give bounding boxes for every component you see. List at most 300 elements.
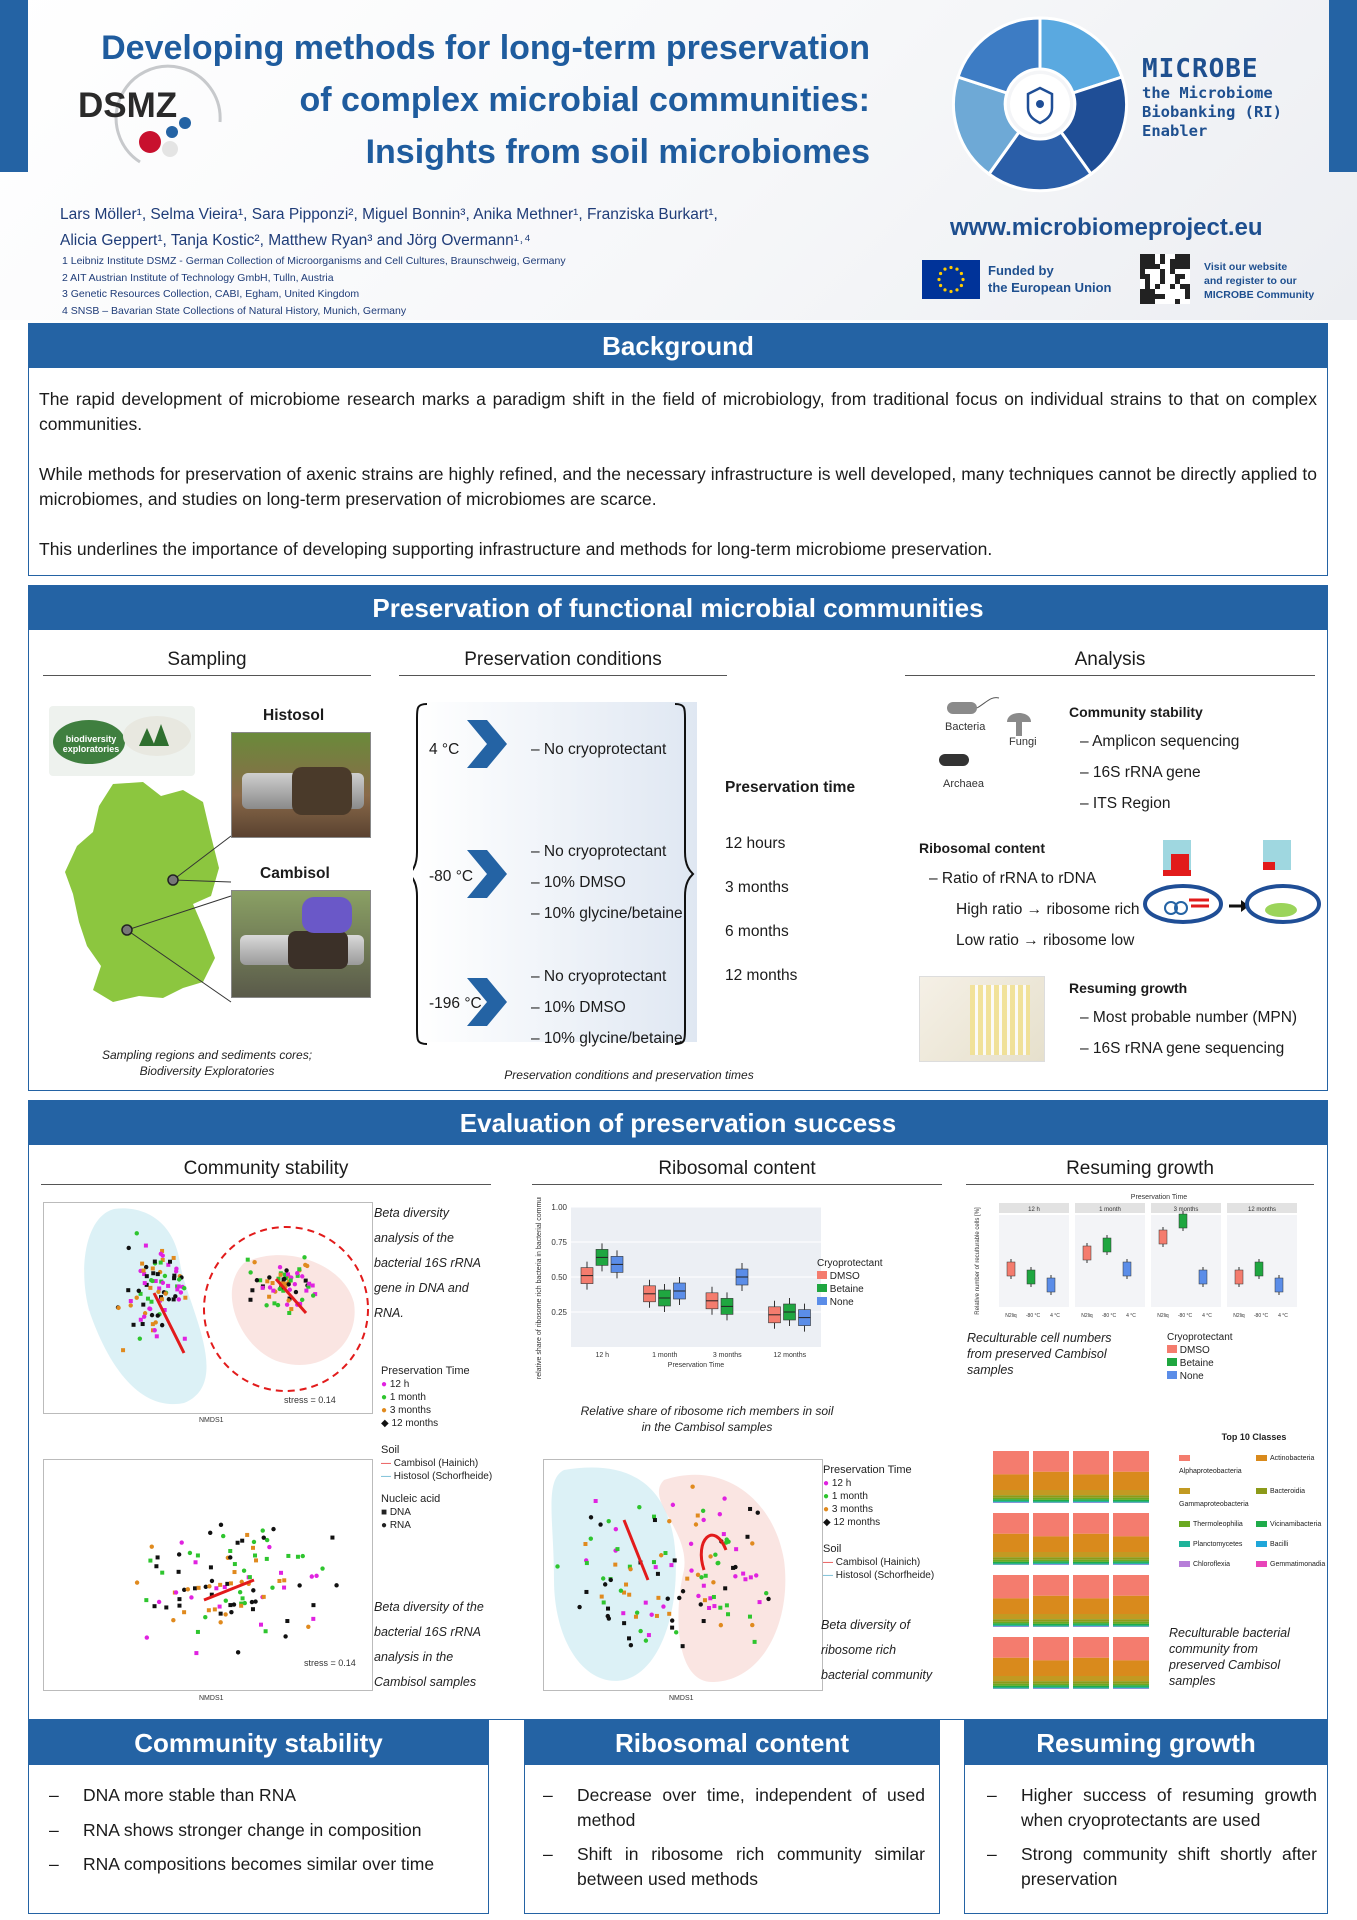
nmds-point bbox=[252, 1260, 256, 1264]
nmds-point bbox=[251, 1588, 255, 1592]
qr-module bbox=[1170, 284, 1175, 289]
stack-segment bbox=[1033, 1660, 1069, 1676]
qr-code-icon[interactable] bbox=[1140, 254, 1190, 304]
nmds-point bbox=[163, 1274, 167, 1278]
nmds-point bbox=[279, 1273, 283, 1277]
germany-map bbox=[43, 776, 233, 1016]
qr-module bbox=[1185, 259, 1190, 264]
stack-segment bbox=[1073, 1451, 1109, 1474]
nmds-point bbox=[132, 1323, 136, 1327]
preservation-time-title: Preservation time bbox=[725, 779, 856, 796]
nmds-point bbox=[267, 1545, 271, 1549]
nmds-point bbox=[701, 1518, 705, 1522]
qr-module bbox=[1185, 264, 1190, 269]
nmds-point bbox=[250, 1288, 254, 1292]
nmds-point bbox=[160, 1571, 164, 1575]
nmds-point bbox=[702, 1619, 706, 1623]
nmds-point bbox=[242, 1569, 246, 1573]
nmds-point bbox=[262, 1595, 266, 1599]
legend2-1m: ● 1 month bbox=[823, 1491, 868, 1502]
stack-segment bbox=[993, 1623, 1029, 1625]
nmds-point bbox=[168, 1260, 172, 1264]
cs-item-3: – ITS Region bbox=[1080, 795, 1171, 812]
stack-segment bbox=[993, 1637, 1029, 1658]
biodiversity-exploratories-logo bbox=[49, 706, 195, 776]
nmds-point bbox=[297, 1583, 301, 1587]
qr-module bbox=[1155, 264, 1160, 269]
mpn-panel-area bbox=[999, 1215, 1069, 1307]
nmds-point bbox=[218, 1605, 222, 1609]
qr-module bbox=[1150, 259, 1155, 264]
nmds-point bbox=[300, 1274, 304, 1278]
nmds-point bbox=[265, 1557, 269, 1561]
top10-item bbox=[1179, 1558, 1252, 1571]
nmds-point bbox=[669, 1563, 673, 1567]
nmds-point bbox=[304, 1279, 308, 1283]
nmds-point bbox=[719, 1623, 723, 1627]
left-stripe bbox=[0, 0, 28, 172]
nmds-point bbox=[253, 1599, 257, 1603]
nmds-point bbox=[296, 1555, 300, 1559]
eu-star bbox=[961, 278, 964, 281]
qr-module bbox=[1160, 269, 1165, 274]
nmds-point bbox=[135, 1580, 139, 1584]
nmds-point bbox=[696, 1573, 700, 1577]
qr-module bbox=[1175, 259, 1180, 264]
mpn-box bbox=[1123, 1262, 1131, 1276]
nmds-point bbox=[156, 1555, 160, 1559]
nmds-point bbox=[262, 1535, 266, 1539]
cond-80-1: – No cryoprotectant bbox=[531, 843, 667, 860]
nmds-point bbox=[677, 1596, 681, 1600]
qr-module bbox=[1150, 299, 1155, 304]
stack-segment bbox=[1113, 1513, 1149, 1536]
qr-module bbox=[1155, 284, 1160, 289]
nmds-point bbox=[614, 1527, 618, 1531]
fungi-label: Fungi bbox=[1009, 736, 1037, 748]
nmds-point bbox=[267, 1295, 271, 1299]
nmds-point bbox=[229, 1581, 233, 1585]
cap1-1: Beta diversity bbox=[374, 1206, 450, 1220]
nmds-point bbox=[277, 1579, 281, 1583]
mpn-legend-none: None bbox=[1167, 1370, 1233, 1383]
stack-segment bbox=[993, 1498, 1029, 1500]
legend1-na: Nucleic acid bbox=[381, 1493, 441, 1505]
top10-label: Chloroflexia bbox=[1193, 1561, 1230, 1568]
nmds-point bbox=[293, 1282, 297, 1286]
nmds-point bbox=[196, 1553, 200, 1557]
nmds-point bbox=[304, 1289, 308, 1293]
top10-swatch bbox=[1179, 1541, 1190, 1547]
qr-module bbox=[1170, 269, 1175, 274]
nmds-point bbox=[635, 1610, 639, 1614]
top10-label: Vicinamibacteria bbox=[1270, 1521, 1322, 1528]
nmds-point bbox=[314, 1574, 318, 1578]
nmds-point bbox=[741, 1572, 745, 1576]
top10-swatch bbox=[1256, 1455, 1267, 1461]
nmds-point bbox=[606, 1607, 610, 1611]
stack-segment bbox=[993, 1681, 1029, 1684]
nmds-point bbox=[701, 1509, 705, 1513]
mpn-legend bbox=[1167, 1331, 1233, 1383]
nmds-point bbox=[286, 1554, 290, 1558]
nmds-point bbox=[156, 1272, 160, 1276]
poster-title bbox=[60, 22, 870, 178]
mpn-panel-area bbox=[1075, 1215, 1145, 1307]
nmds-point bbox=[146, 1297, 150, 1301]
rg-items bbox=[1080, 1002, 1297, 1064]
cs-bullet-1: – DNA more stable than RNA bbox=[49, 1785, 297, 1805]
stack-segment bbox=[1033, 1563, 1069, 1564]
stack-segment bbox=[1033, 1501, 1069, 1502]
nmds-point bbox=[656, 1572, 660, 1576]
nmds-point bbox=[674, 1630, 678, 1634]
affiliation-1: 1 Leibniz Institute DSMZ - German Collection of Microorganisms and Cell Cultures, Braunschweig, Germany bbox=[62, 255, 566, 267]
nmds-point bbox=[284, 1268, 288, 1272]
nmds-point bbox=[734, 1547, 738, 1551]
analysis-heading: Analysis bbox=[905, 649, 1315, 676]
legend1-12m: ◆ 12 months bbox=[381, 1418, 439, 1429]
stack-segment bbox=[1033, 1614, 1069, 1619]
nmds-point bbox=[607, 1519, 611, 1523]
stack-segment bbox=[1033, 1688, 1069, 1689]
nmds-point bbox=[261, 1286, 265, 1290]
cs-item-1: – Amplicon sequencing bbox=[1080, 733, 1240, 750]
nmds-point bbox=[661, 1604, 665, 1608]
nmds-point bbox=[622, 1621, 626, 1625]
website-link[interactable]: www.microbiomeproject.eu bbox=[950, 214, 1263, 241]
nmds-point bbox=[197, 1586, 201, 1590]
top10-swatch bbox=[1179, 1455, 1190, 1461]
visit-line-2: and register to our bbox=[1204, 275, 1297, 287]
nmds-point bbox=[129, 1299, 133, 1303]
cap1-3: bacterial 16S rRNA bbox=[374, 1256, 481, 1270]
mpn-legend-title: Cryoprotectant bbox=[1167, 1332, 1233, 1343]
qr-module bbox=[1180, 254, 1185, 259]
ribo-legend-none: None bbox=[817, 1296, 883, 1309]
microbe-sub-2: Biobanking (RI) bbox=[1142, 103, 1282, 121]
qr-module bbox=[1160, 279, 1165, 284]
qr-module bbox=[1175, 279, 1180, 284]
stack-segment bbox=[1073, 1563, 1109, 1564]
qr-module bbox=[1145, 259, 1150, 264]
nmds-point bbox=[214, 1586, 218, 1590]
rc-item-2: High ratio → ribosome rich bbox=[956, 901, 1140, 918]
nmds-point bbox=[600, 1595, 604, 1599]
nmds1-xlabel: NMDS1 bbox=[199, 1417, 224, 1424]
stack-segment bbox=[993, 1687, 1029, 1688]
mpn-box bbox=[1159, 1230, 1167, 1244]
mpn-box bbox=[1083, 1246, 1091, 1260]
visit-line-3: MICROBE Community bbox=[1204, 289, 1315, 301]
stack-segment bbox=[993, 1562, 1029, 1564]
time-12h: 12 hours bbox=[725, 835, 786, 852]
top10-swatch bbox=[1256, 1521, 1267, 1527]
nmds-point bbox=[286, 1298, 290, 1302]
rc-item-3: Low ratio → ribosome low bbox=[956, 932, 1135, 949]
nmds-point bbox=[210, 1579, 214, 1583]
qr-module bbox=[1185, 289, 1190, 294]
nmds-point bbox=[253, 1553, 257, 1557]
qr-module bbox=[1160, 274, 1165, 279]
nmds-point bbox=[756, 1511, 760, 1515]
qr-module bbox=[1145, 264, 1150, 269]
preservation-heading: Preservation of functional microbial communities bbox=[29, 586, 1327, 630]
stack-segment bbox=[1113, 1660, 1149, 1676]
nmds-point bbox=[583, 1542, 587, 1546]
time-12m: 12 months bbox=[725, 967, 798, 984]
nmds-point bbox=[148, 1307, 152, 1311]
stack-segment bbox=[993, 1622, 1029, 1624]
nmds-point bbox=[180, 1540, 184, 1544]
stack-segment bbox=[1073, 1502, 1109, 1503]
nmds-point bbox=[670, 1618, 674, 1622]
nmds-point bbox=[271, 1281, 275, 1285]
stack-segment bbox=[1033, 1596, 1069, 1614]
nmds-cambisol-plot bbox=[43, 1459, 373, 1691]
stack-segment bbox=[1033, 1637, 1069, 1660]
stack-segment bbox=[1113, 1681, 1149, 1684]
nmds-point bbox=[232, 1602, 236, 1606]
nmds-point bbox=[129, 1303, 133, 1307]
nmds-point bbox=[667, 1612, 671, 1616]
stack-segment bbox=[1033, 1564, 1069, 1565]
background-paragraph-2: While methods for preservation of axenic strains are highly refined, and the necessary infrastructure is well developed, many techniques cannot be directly applied to microbiomes, and studies on long-term preservation of microbiomes are scarce. bbox=[39, 464, 1317, 509]
top10-title: Top 10 Classes bbox=[1221, 1432, 1287, 1442]
nmds-point bbox=[718, 1512, 722, 1516]
nmds-point bbox=[673, 1558, 677, 1562]
nmds-point bbox=[166, 1284, 170, 1288]
nmds-point bbox=[145, 1274, 149, 1278]
qr-module bbox=[1140, 274, 1145, 279]
mpn-box bbox=[1027, 1270, 1035, 1284]
top10-label: Bacteroidia bbox=[1270, 1488, 1306, 1495]
stack-segment bbox=[993, 1686, 1029, 1688]
mpn-box bbox=[1103, 1238, 1111, 1252]
stack-segment bbox=[1113, 1563, 1149, 1564]
top10-item bbox=[1256, 1538, 1329, 1551]
nmds-point bbox=[278, 1265, 282, 1269]
nmds-point bbox=[733, 1574, 737, 1578]
stack-segment bbox=[1073, 1622, 1109, 1624]
cond-196-2: – 10% DMSO bbox=[531, 999, 626, 1016]
top10-item bbox=[1256, 1558, 1329, 1571]
nmds-point bbox=[320, 1566, 324, 1570]
nmds-point bbox=[137, 1289, 141, 1293]
eu-star bbox=[943, 288, 946, 291]
stack-segment bbox=[1073, 1626, 1109, 1627]
legend1-dna: ■ DNA bbox=[381, 1507, 411, 1518]
stack-segment bbox=[1073, 1557, 1109, 1560]
nmds-point bbox=[584, 1590, 588, 1594]
cap6-1: Reculturable bacterial bbox=[1169, 1626, 1290, 1640]
nmds-point bbox=[173, 1294, 177, 1298]
nmds-point bbox=[121, 1348, 125, 1352]
cap2-3: analysis in the bbox=[374, 1650, 454, 1664]
nmds2-xlabel: NMDS1 bbox=[199, 1695, 224, 1702]
funded-line-1: Funded by bbox=[988, 263, 1054, 278]
nmds-point bbox=[310, 1574, 314, 1578]
stack-segment bbox=[1073, 1619, 1109, 1622]
legend1-histosol: — Histosol (Schorfheide) bbox=[381, 1471, 493, 1482]
nmds-point bbox=[183, 1296, 187, 1300]
nmds-point bbox=[718, 1606, 722, 1610]
nmds-point bbox=[708, 1596, 712, 1600]
qr-module bbox=[1145, 274, 1150, 279]
nmds-point bbox=[589, 1536, 593, 1540]
nmds3-xlabel: NMDS1 bbox=[669, 1695, 694, 1702]
nmds-point bbox=[271, 1527, 275, 1531]
nmds-point bbox=[159, 1252, 163, 1256]
qr-module bbox=[1145, 299, 1150, 304]
nmds-point bbox=[233, 1562, 237, 1566]
ribo-xtick: 12 months bbox=[773, 1352, 807, 1359]
nmds-point bbox=[144, 1598, 148, 1602]
nmds-point bbox=[555, 1564, 559, 1568]
eu-star bbox=[949, 290, 952, 293]
rc-bullet-1: – Decrease over time, independent of used method bbox=[543, 1785, 925, 1830]
evaluation-section bbox=[28, 1100, 1328, 1720]
ribo-ytick: 0.75 bbox=[551, 1238, 567, 1247]
cap4-3: bacterial community bbox=[821, 1668, 933, 1682]
nmds-point bbox=[303, 1263, 307, 1267]
qr-module bbox=[1175, 264, 1180, 269]
cond-196-3: – 10% glycine/betaine bbox=[531, 1030, 683, 1047]
nmds-point bbox=[228, 1555, 232, 1559]
nmds-point bbox=[148, 1286, 152, 1290]
nmds-point bbox=[311, 1293, 315, 1297]
nmds-point bbox=[699, 1602, 703, 1606]
temp-4c: 4 °C bbox=[429, 741, 460, 758]
summary-rc-list bbox=[543, 1783, 925, 1891]
rc-title: Ribosomal content bbox=[919, 840, 1046, 856]
title-line-1: Developing methods for long-term preservation bbox=[101, 29, 870, 67]
mpn-panel-label: 1 month bbox=[1099, 1207, 1121, 1213]
mpn-xtick: 4 °C bbox=[1126, 1313, 1136, 1319]
qr-module bbox=[1145, 284, 1150, 289]
stack-segment bbox=[1073, 1562, 1109, 1564]
top10-item bbox=[1179, 1452, 1252, 1478]
qr-module bbox=[1145, 279, 1150, 284]
legend1-title: Preservation Time bbox=[381, 1365, 470, 1377]
nmds-point bbox=[656, 1596, 660, 1600]
nmds-point bbox=[219, 1612, 223, 1616]
stack-segment bbox=[1113, 1501, 1149, 1502]
cap1-4: gene in DNA and bbox=[374, 1281, 469, 1295]
stack-segment bbox=[1033, 1513, 1069, 1536]
mpn-xtick: -80 °C bbox=[1025, 1313, 1041, 1319]
top10-label: Actinobacteria bbox=[1270, 1455, 1315, 1462]
nmds-point bbox=[177, 1570, 181, 1574]
qr-module bbox=[1155, 294, 1160, 299]
nmds-point bbox=[722, 1532, 726, 1536]
stack-segment bbox=[993, 1474, 1029, 1490]
stack-segment bbox=[1113, 1685, 1149, 1687]
ribo-ytick: 0.50 bbox=[551, 1273, 567, 1282]
stack-segment bbox=[1113, 1619, 1149, 1622]
eu-flag-icon bbox=[922, 260, 980, 299]
nmds-point bbox=[621, 1611, 625, 1615]
eu-star bbox=[960, 272, 963, 275]
sampling-caption-1: Sampling regions and sediments cores; bbox=[101, 1048, 313, 1062]
cond-80-list bbox=[531, 836, 683, 929]
nmds-point bbox=[577, 1605, 581, 1609]
affiliations bbox=[62, 253, 566, 319]
nmds-point bbox=[248, 1270, 252, 1274]
nmds-point bbox=[609, 1578, 613, 1582]
rg-item-2: – 16S rRNA gene sequencing bbox=[1080, 1040, 1285, 1057]
stack-segment bbox=[993, 1684, 1029, 1686]
eu-star bbox=[955, 288, 958, 291]
time-6m: 6 months bbox=[725, 923, 789, 940]
nmds-point bbox=[151, 1271, 155, 1275]
stack-segment bbox=[1073, 1495, 1109, 1498]
eu-star bbox=[937, 278, 940, 281]
cap4-1: Beta diversity of bbox=[821, 1618, 910, 1632]
dsmz-logo-text: DSMZ bbox=[78, 86, 178, 125]
nmds-point bbox=[301, 1554, 305, 1558]
nmds-point bbox=[294, 1290, 298, 1294]
histosol-label: Histosol bbox=[263, 707, 325, 724]
cs-bullet-3: – RNA compositions becomes similar over time bbox=[49, 1854, 435, 1874]
qr-module bbox=[1180, 264, 1185, 269]
cond-196-1: – No cryoprotectant bbox=[531, 968, 667, 985]
top10-item bbox=[1256, 1452, 1329, 1478]
stack-segment bbox=[1073, 1658, 1109, 1676]
qr-module bbox=[1185, 254, 1190, 259]
eu-star bbox=[943, 268, 946, 271]
mpn-caption bbox=[967, 1330, 1112, 1378]
ribo-xtick: 12 h bbox=[595, 1352, 610, 1359]
summary-cs-heading: Community stability bbox=[29, 1721, 488, 1765]
nmds-point bbox=[138, 1336, 142, 1340]
nmds-point bbox=[142, 1314, 146, 1318]
nmds-point bbox=[713, 1553, 717, 1557]
nmds-point bbox=[151, 1322, 155, 1326]
conditions-caption: Preservation conditions and preservation times bbox=[504, 1068, 754, 1082]
stack-segment bbox=[1033, 1685, 1069, 1687]
stack-segment bbox=[1033, 1681, 1069, 1684]
ribosome-illustration bbox=[1141, 836, 1321, 936]
rg-bullet-2: – Strong community shift shortly after preservation bbox=[987, 1844, 1317, 1889]
nmds-point bbox=[194, 1651, 198, 1655]
nmds-point bbox=[164, 1605, 168, 1609]
stack-segment bbox=[1033, 1498, 1069, 1500]
stack-segment bbox=[1073, 1498, 1109, 1500]
authors-line-1: Lars Möller¹, Selma Vieira¹, Sara Pipponzi², Miguel Bonnin³, Anika Methner¹, Franziska Burkart¹, bbox=[60, 206, 718, 223]
nmds-point bbox=[219, 1523, 223, 1527]
legend2-histosol: — Histosol (Schorfheide) bbox=[823, 1570, 935, 1581]
stack-segment bbox=[993, 1658, 1029, 1676]
nmds-point bbox=[289, 1307, 293, 1311]
nmds-point bbox=[690, 1485, 694, 1489]
author-list bbox=[60, 202, 780, 254]
nmds-point bbox=[213, 1607, 217, 1611]
stack-segment bbox=[993, 1534, 1029, 1552]
qr-module bbox=[1180, 259, 1185, 264]
stack-segment bbox=[1073, 1598, 1109, 1614]
nmds-point bbox=[153, 1604, 157, 1608]
eval-legend-1 bbox=[381, 1365, 492, 1532]
nmds-point bbox=[282, 1578, 286, 1582]
visit-text bbox=[1204, 260, 1314, 302]
stack-segment bbox=[1113, 1687, 1149, 1688]
stack-segment bbox=[1033, 1624, 1069, 1626]
nmds-point bbox=[126, 1288, 130, 1292]
nmds-point bbox=[685, 1577, 689, 1581]
stack-segment bbox=[1113, 1596, 1149, 1614]
summary-cs-list bbox=[49, 1783, 469, 1877]
